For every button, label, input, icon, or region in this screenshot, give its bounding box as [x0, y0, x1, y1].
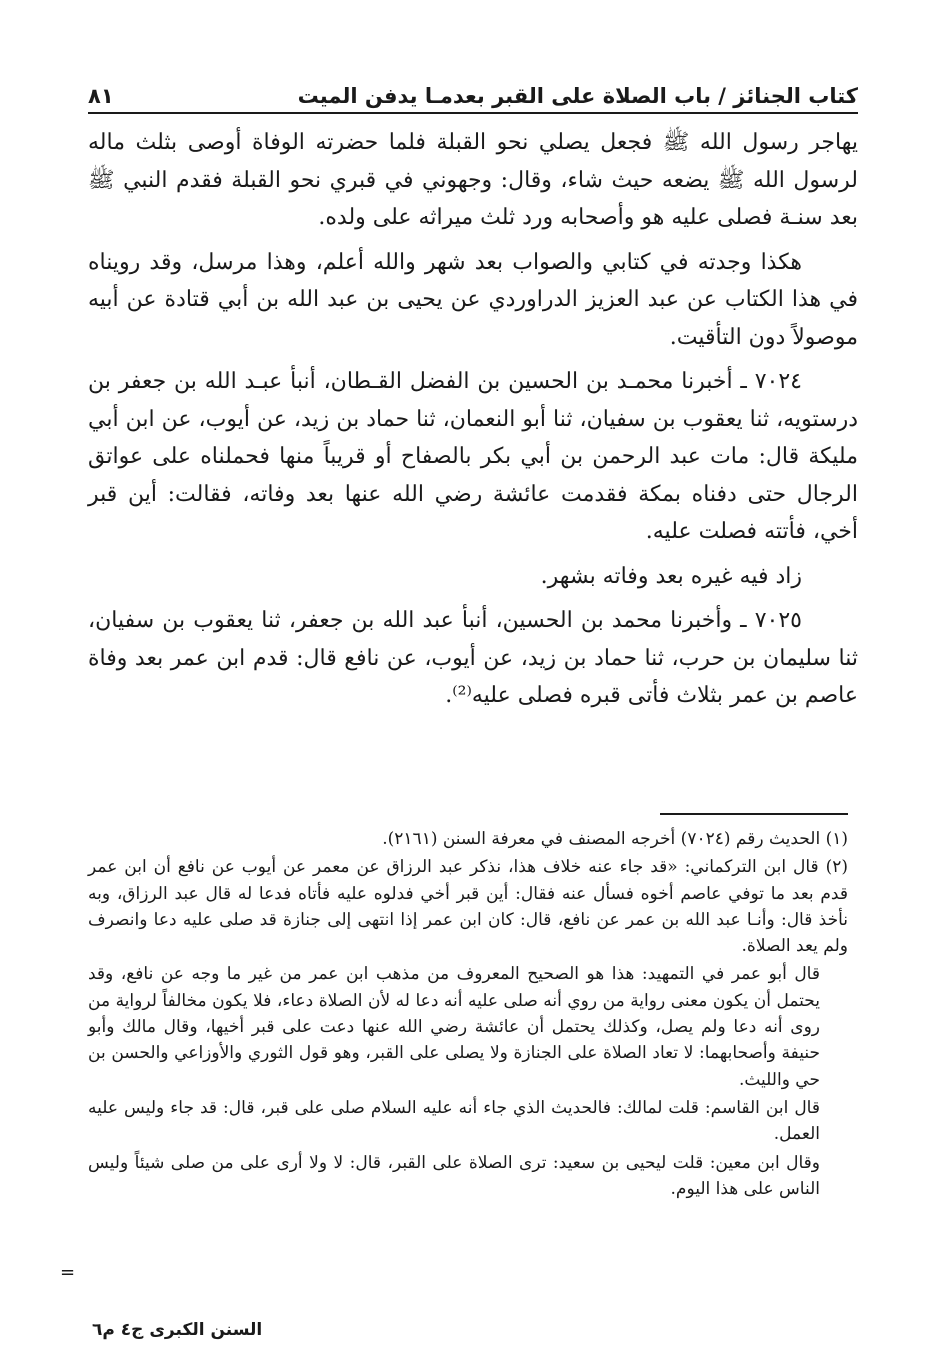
footnotes: [88, 826, 848, 1204]
footnote-2-continuation: قال ابن القاسم: قلت لمالك: فالحديث الذي جاء أنه عليه السلام صلى على قبر، قال: قد جاء وليس عليه العمل.: [88, 1097, 820, 1145]
paragraph: زاد فيه غيره بعد وفاته بشهر.: [540, 563, 802, 589]
footnote-2-continuation: وقال ابن معين: قلت ليحيى بن سعيد: ترى الصلاة على القبر، قال: لا ولا أرى على من صلى شيئاً وليس الناس على هذا اليوم.: [88, 1152, 820, 1199]
page-number: ٨١: [88, 84, 114, 108]
paragraph: هكذا وجدته في كتابي والصواب بعد شهر والله أعلم، وهذا مرسل، وقد رويناه في هذا الكتاب عن عبد العزيز الدراوردي عن يحيى بن عبد الله بن أبي قتادة عن أبيه موصولاً دون التأقيت.: [88, 249, 858, 350]
running-header: [88, 72, 858, 114]
main-text: [88, 124, 858, 722]
hadith-7024: ٧٠٢٤ ـ أخبرنا محمـد بن الحسين بن الفضل القـطان، أنبأ عبـد الله بن جعفر بن درستويه، ثنا يعقوب بن سفيان، ثنا أبو النعمان، ثنا حماد بن زيد، عن أيوب، عن ابن أبي مليكة قال: مات عبد الرحمن بن أبي بكر بالصفاح أو قريباً منها فحملناه على عواتق الرجال حتى دفناه بمكة فقدمت عائشة رضي الله عنها بعد وفاته، فقالت: أين قبر أخي، فأتته فصلت عليه.: [88, 369, 858, 544]
running-title: كتاب الجنائز / باب الصلاة على القبر بعدمـا يدفن الميت: [297, 84, 858, 108]
footnote-1: (١) الحديث رقم (٧٠٢٤) أخرجه المصنف في معرفة السنن (٢١٦١).: [382, 829, 848, 849]
volume-signature: السنن الكبرى ج٤ م٦: [92, 1320, 263, 1340]
footnote-separator: [660, 813, 848, 815]
continuation-mark: =: [60, 1262, 76, 1283]
footnote-2: (٢) قال ابن التركماني: «قد جاء عنه خلاف هذا، نذكر عبد الرزاق عن معمر عن أيوب عن نافع أن ابن عمر قدم بعد ما توفي عاصم أخوه فسأل عنه فقال: أين قبر أخي فدلوه عليه فأتاه فدعا له قال عبد الرزاق، وبه نأخذ قال: وأنـا عبد الله بن عمر عن نافع، قال: كان ابن عمر إذا انتهى إلى جنازة قد صلى عليه دعا وانصرف ولم يعد الصلاة.: [88, 857, 848, 957]
footnote-2-continuation: قال أبو عمر في التمهيد: هذا هو الصحيح المعروف من مذهب ابن عمر من غير ما وجه عن نافع، وقد يحتمل أن يكون معنى رواية من روي أنه صلى عليه أنه دعا له لأن الصلاة دعاء، فلا يكون مخالفاً لرواية من روى أنه دعا ولم يصل، وكذلك يحتمل أن عائشة رضي الله عنها دعت على قبر أخيها، وقال مالك وأبو حنيفة وأصحابهما: لا تعاد الصلاة على الجنازة ولا يصلى على القبر، وهو قول الثوري والأوزاعي والحسن بن حي والليث.: [88, 964, 820, 1090]
paragraph: يهاجر رسول الله ﷺ فجعل يصلي نحو القبلة فلما حضرته الوفاة أوصى بثلث ماله لرسول الله ﷺ يضعه حيث شاء، وقال: وجهوني في قبري نحو القبلة فقدم النبي ﷺ بعد سنـة فصلى عليه هو وأصحابه ورد ثلث ميراثه على ولده.: [88, 130, 858, 230]
hadith-7025: ٧٠٢٥ ـ وأخبرنا محمد بن الحسين، أنبأ عبد الله بن جعفر، ثنا يعقوب بن سفيان، ثنا سليمان بن حرب، ثنا حماد بن زيد، عن أيوب، عن نافع قال: قدم ابن عمر بعد وفاة عاصم بن عمر بثلاث فأتى قبره فصلى عليه⁽²⁾.: [88, 608, 858, 708]
